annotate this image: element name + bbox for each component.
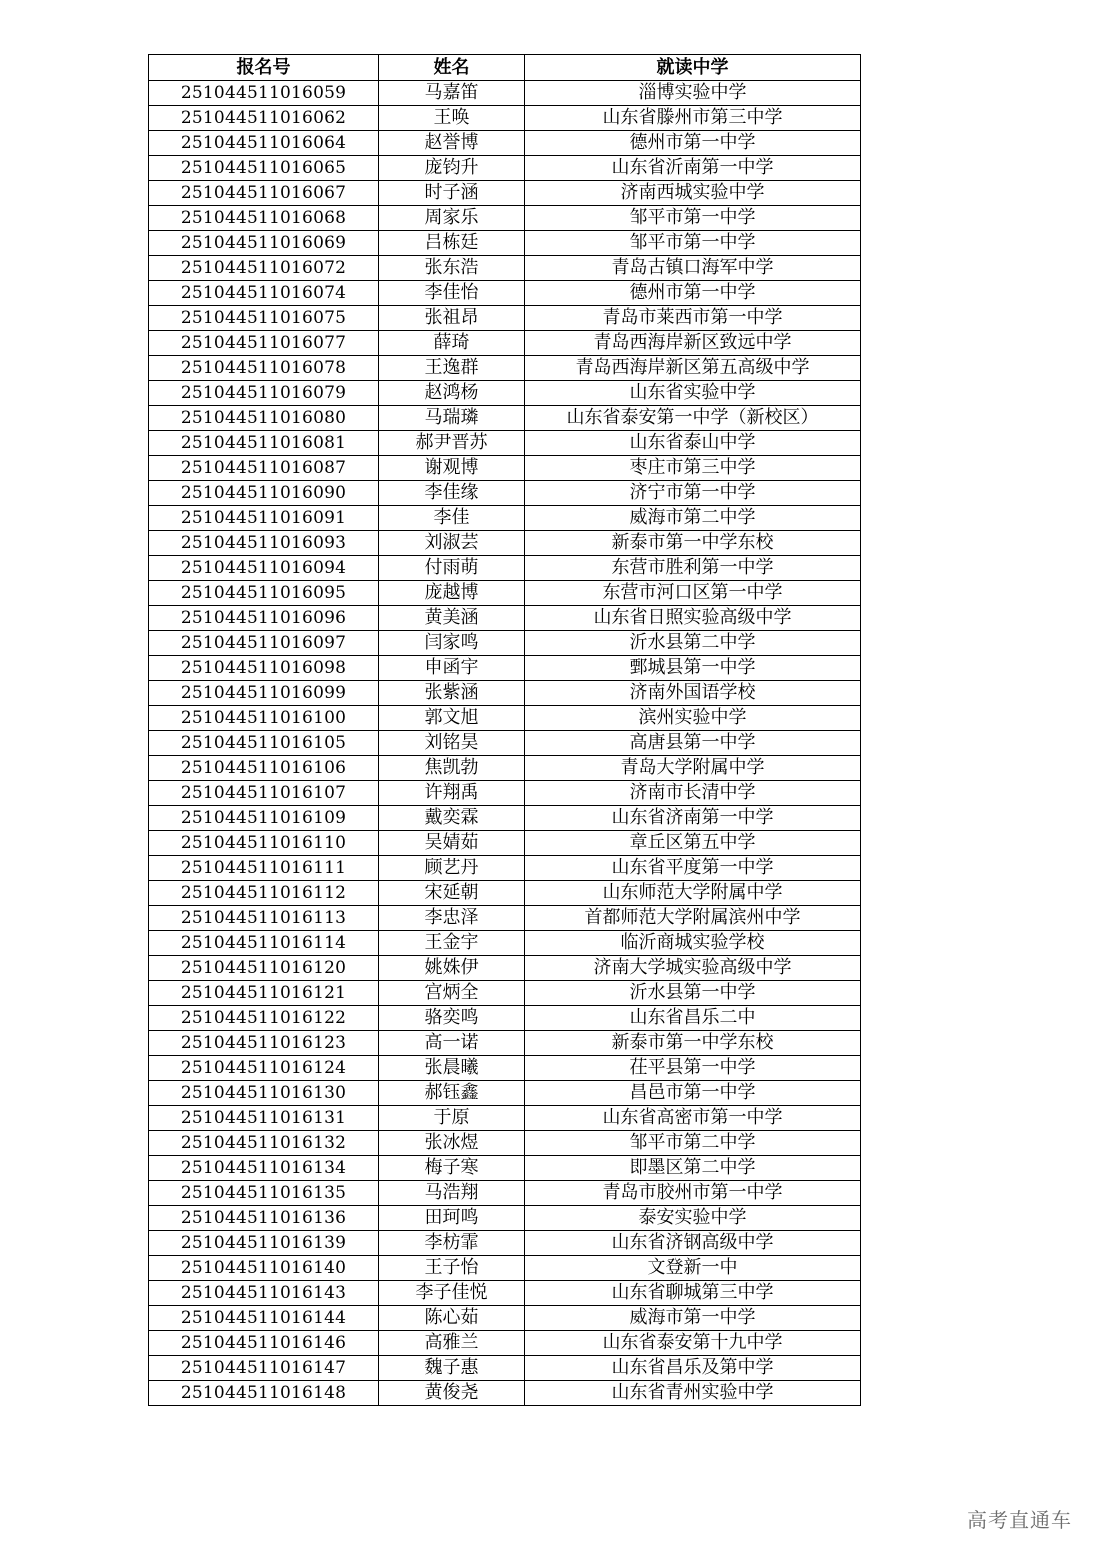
cell-registration-number: 251044511016065 — [149, 156, 379, 181]
table-row — [149, 781, 861, 806]
cell-registration-number: 251044511016106 — [149, 756, 379, 781]
cell-student-name: 于原 — [379, 1106, 525, 1131]
table-row — [149, 1106, 861, 1131]
table-row — [149, 206, 861, 231]
table-row — [149, 306, 861, 331]
cell-student-name: 薛琦 — [379, 331, 525, 356]
cell-registration-number: 251044511016098 — [149, 656, 379, 681]
cell-registration-number: 251044511016109 — [149, 806, 379, 831]
cell-student-name: 付雨萌 — [379, 556, 525, 581]
table-row — [149, 706, 861, 731]
cell-student-name: 骆奕鸣 — [379, 1006, 525, 1031]
table-row — [149, 431, 861, 456]
table-row — [149, 381, 861, 406]
cell-school: 青岛市胶州市第一中学 — [525, 1181, 861, 1206]
cell-registration-number: 251044511016146 — [149, 1331, 379, 1356]
cell-registration-number: 251044511016072 — [149, 256, 379, 281]
table-row — [149, 106, 861, 131]
cell-registration-number: 251044511016140 — [149, 1256, 379, 1281]
header-name: 姓名 — [379, 55, 525, 81]
cell-registration-number: 251044511016081 — [149, 431, 379, 456]
watermark-text: 高考直通车 — [967, 1508, 1072, 1532]
cell-student-name: 刘淑芸 — [379, 531, 525, 556]
table-row — [149, 1331, 861, 1356]
cell-registration-number: 251044511016120 — [149, 956, 379, 981]
header-registration-number: 报名号 — [149, 55, 379, 81]
table-row — [149, 856, 861, 881]
cell-school: 茌平县第一中学 — [525, 1056, 861, 1081]
cell-registration-number: 251044511016130 — [149, 1081, 379, 1106]
cell-school: 青岛市莱西市第一中学 — [525, 306, 861, 331]
cell-school: 泰安实验中学 — [525, 1206, 861, 1231]
cell-student-name: 焦凯勃 — [379, 756, 525, 781]
cell-registration-number: 251044511016059 — [149, 81, 379, 106]
table-header — [149, 55, 861, 81]
cell-student-name: 马嘉笛 — [379, 81, 525, 106]
cell-registration-number: 251044511016144 — [149, 1306, 379, 1331]
cell-registration-number: 251044511016078 — [149, 356, 379, 381]
table-row — [149, 331, 861, 356]
cell-student-name: 张紫涵 — [379, 681, 525, 706]
cell-school: 山东省沂南第一中学 — [525, 156, 861, 181]
cell-school: 东营市胜利第一中学 — [525, 556, 861, 581]
cell-registration-number: 251044511016077 — [149, 331, 379, 356]
cell-school: 济宁市第一中学 — [525, 481, 861, 506]
cell-school: 淄博实验中学 — [525, 81, 861, 106]
table-row — [149, 981, 861, 1006]
cell-registration-number: 251044511016062 — [149, 106, 379, 131]
cell-registration-number: 251044511016075 — [149, 306, 379, 331]
cell-school: 山东省泰山中学 — [525, 431, 861, 456]
cell-registration-number: 251044511016134 — [149, 1156, 379, 1181]
table-body — [149, 81, 861, 1406]
table-row — [149, 1306, 861, 1331]
cell-school: 青岛古镇口海军中学 — [525, 256, 861, 281]
table-row — [149, 1256, 861, 1281]
cell-student-name: 田珂鸣 — [379, 1206, 525, 1231]
cell-student-name: 庞钧升 — [379, 156, 525, 181]
cell-school: 威海市第一中学 — [525, 1306, 861, 1331]
cell-student-name: 申函宇 — [379, 656, 525, 681]
cell-registration-number: 251044511016132 — [149, 1131, 379, 1156]
cell-registration-number: 251044511016123 — [149, 1031, 379, 1056]
cell-registration-number: 251044511016111 — [149, 856, 379, 881]
table-row — [149, 631, 861, 656]
cell-student-name: 赵誉博 — [379, 131, 525, 156]
table-row — [149, 881, 861, 906]
cell-student-name: 宫炳全 — [379, 981, 525, 1006]
cell-student-name: 张冰煜 — [379, 1131, 525, 1156]
cell-student-name: 赵鸿杨 — [379, 381, 525, 406]
cell-student-name: 李忠泽 — [379, 906, 525, 931]
cell-registration-number: 251044511016096 — [149, 606, 379, 631]
cell-school: 沂水县第一中学 — [525, 981, 861, 1006]
cell-school: 山东省高密市第一中学 — [525, 1106, 861, 1131]
cell-registration-number: 251044511016105 — [149, 731, 379, 756]
table-row — [149, 356, 861, 381]
cell-student-name: 高一诺 — [379, 1031, 525, 1056]
cell-registration-number: 251044511016147 — [149, 1356, 379, 1381]
cell-registration-number: 251044511016069 — [149, 231, 379, 256]
cell-student-name: 戴奕霖 — [379, 806, 525, 831]
cell-school: 山东省实验中学 — [525, 381, 861, 406]
cell-school: 济南外国语学校 — [525, 681, 861, 706]
cell-student-name: 王子怡 — [379, 1256, 525, 1281]
cell-student-name: 谢观博 — [379, 456, 525, 481]
cell-school: 山东省昌乐及第中学 — [525, 1356, 861, 1381]
cell-student-name: 许翔禹 — [379, 781, 525, 806]
cell-school: 山东省聊城第三中学 — [525, 1281, 861, 1306]
table-row — [149, 81, 861, 106]
cell-registration-number: 251044511016099 — [149, 681, 379, 706]
cell-registration-number: 251044511016136 — [149, 1206, 379, 1231]
cell-registration-number: 251044511016122 — [149, 1006, 379, 1031]
table-row — [149, 256, 861, 281]
header-row — [149, 55, 861, 81]
table-row — [149, 1006, 861, 1031]
table-row — [149, 506, 861, 531]
cell-registration-number: 251044511016148 — [149, 1381, 379, 1406]
cell-student-name: 马浩翔 — [379, 1181, 525, 1206]
table-row — [149, 906, 861, 931]
cell-school: 德州市第一中学 — [525, 131, 861, 156]
cell-school: 山东省济南第一中学 — [525, 806, 861, 831]
cell-student-name: 刘铭昊 — [379, 731, 525, 756]
cell-registration-number: 251044511016093 — [149, 531, 379, 556]
cell-registration-number: 251044511016114 — [149, 931, 379, 956]
header-school: 就读中学 — [525, 55, 861, 81]
table-row — [149, 831, 861, 856]
cell-registration-number: 251044511016143 — [149, 1281, 379, 1306]
admission-list-table — [148, 54, 861, 1406]
cell-student-name: 吕栋廷 — [379, 231, 525, 256]
cell-school: 文登新一中 — [525, 1256, 861, 1281]
cell-student-name: 闫家鸣 — [379, 631, 525, 656]
cell-school: 济南大学城实验高级中学 — [525, 956, 861, 981]
cell-school: 章丘区第五中学 — [525, 831, 861, 856]
table-row — [149, 956, 861, 981]
cell-registration-number: 251044511016067 — [149, 181, 379, 206]
table-row — [149, 281, 861, 306]
cell-school: 青岛大学附属中学 — [525, 756, 861, 781]
cell-school: 山东省平度第一中学 — [525, 856, 861, 881]
cell-registration-number: 251044511016110 — [149, 831, 379, 856]
cell-student-name: 李枋霏 — [379, 1231, 525, 1256]
cell-registration-number: 251044511016112 — [149, 881, 379, 906]
table-row — [149, 181, 861, 206]
cell-school: 济南市长清中学 — [525, 781, 861, 806]
table-row — [149, 1281, 861, 1306]
table-row — [149, 931, 861, 956]
cell-school: 邹平市第二中学 — [525, 1131, 861, 1156]
table-row — [149, 1206, 861, 1231]
cell-registration-number: 251044511016100 — [149, 706, 379, 731]
cell-student-name: 张晨曦 — [379, 1056, 525, 1081]
cell-school: 济南西城实验中学 — [525, 181, 861, 206]
cell-school: 山东省滕州市第三中学 — [525, 106, 861, 131]
table-row — [149, 456, 861, 481]
table-row — [149, 606, 861, 631]
cell-school: 枣庄市第三中学 — [525, 456, 861, 481]
cell-school: 青岛西海岸新区第五高级中学 — [525, 356, 861, 381]
cell-registration-number: 251044511016139 — [149, 1231, 379, 1256]
cell-school: 山东省青州实验中学 — [525, 1381, 861, 1406]
cell-registration-number: 251044511016107 — [149, 781, 379, 806]
table-row — [149, 231, 861, 256]
cell-student-name: 梅子寒 — [379, 1156, 525, 1181]
cell-school: 首都师范大学附属滨州中学 — [525, 906, 861, 931]
cell-student-name: 黄俊尧 — [379, 1381, 525, 1406]
cell-student-name: 郝尹晋苏 — [379, 431, 525, 456]
cell-student-name: 郝钰鑫 — [379, 1081, 525, 1106]
cell-school: 邹平市第一中学 — [525, 206, 861, 231]
cell-student-name: 李佳缘 — [379, 481, 525, 506]
cell-registration-number: 251044511016090 — [149, 481, 379, 506]
cell-student-name: 时子涵 — [379, 181, 525, 206]
cell-school: 即墨区第二中学 — [525, 1156, 861, 1181]
cell-school: 沂水县第二中学 — [525, 631, 861, 656]
table-row — [149, 1031, 861, 1056]
cell-registration-number: 251044511016074 — [149, 281, 379, 306]
cell-school: 山东省日照实验高级中学 — [525, 606, 861, 631]
cell-student-name: 王唤 — [379, 106, 525, 131]
cell-school: 新泰市第一中学东校 — [525, 1031, 861, 1056]
table-row — [149, 681, 861, 706]
cell-school: 德州市第一中学 — [525, 281, 861, 306]
cell-school: 邹平市第一中学 — [525, 231, 861, 256]
cell-registration-number: 251044511016113 — [149, 906, 379, 931]
table-row — [149, 581, 861, 606]
table-row — [149, 1231, 861, 1256]
table-row — [149, 531, 861, 556]
cell-student-name: 宋延朝 — [379, 881, 525, 906]
cell-student-name: 马瑞璘 — [379, 406, 525, 431]
cell-school: 滨州实验中学 — [525, 706, 861, 731]
cell-student-name: 黄美涵 — [379, 606, 525, 631]
cell-student-name: 李子佳悦 — [379, 1281, 525, 1306]
table-row — [149, 1181, 861, 1206]
table-row — [149, 806, 861, 831]
table-row — [149, 1356, 861, 1381]
table-row — [149, 406, 861, 431]
table-row — [149, 131, 861, 156]
cell-registration-number: 251044511016079 — [149, 381, 379, 406]
table-row — [149, 481, 861, 506]
table-row — [149, 156, 861, 181]
table-row — [149, 1056, 861, 1081]
cell-student-name: 陈心茹 — [379, 1306, 525, 1331]
cell-school: 高唐县第一中学 — [525, 731, 861, 756]
cell-registration-number: 251044511016121 — [149, 981, 379, 1006]
cell-school: 山东省泰安第十九中学 — [525, 1331, 861, 1356]
cell-registration-number: 251044511016080 — [149, 406, 379, 431]
cell-student-name: 李佳 — [379, 506, 525, 531]
cell-registration-number: 251044511016068 — [149, 206, 379, 231]
cell-registration-number: 251044511016135 — [149, 1181, 379, 1206]
table-row — [149, 731, 861, 756]
cell-student-name: 庞越博 — [379, 581, 525, 606]
cell-school: 新泰市第一中学东校 — [525, 531, 861, 556]
cell-school: 山东师范大学附属中学 — [525, 881, 861, 906]
table-row — [149, 1156, 861, 1181]
cell-registration-number: 251044511016095 — [149, 581, 379, 606]
cell-student-name: 魏子惠 — [379, 1356, 525, 1381]
cell-student-name: 李佳怡 — [379, 281, 525, 306]
cell-registration-number: 251044511016097 — [149, 631, 379, 656]
table-row — [149, 756, 861, 781]
cell-school: 山东省昌乐二中 — [525, 1006, 861, 1031]
cell-school: 青岛西海岸新区致远中学 — [525, 331, 861, 356]
cell-student-name: 张东浩 — [379, 256, 525, 281]
cell-school: 威海市第二中学 — [525, 506, 861, 531]
cell-school: 东营市河口区第一中学 — [525, 581, 861, 606]
cell-registration-number: 251044511016124 — [149, 1056, 379, 1081]
cell-student-name: 郭文旭 — [379, 706, 525, 731]
cell-school: 鄄城县第一中学 — [525, 656, 861, 681]
cell-student-name: 高雅兰 — [379, 1331, 525, 1356]
table-row — [149, 656, 861, 681]
table-row — [149, 1131, 861, 1156]
cell-school: 山东省济钢高级中学 — [525, 1231, 861, 1256]
cell-registration-number: 251044511016087 — [149, 456, 379, 481]
cell-student-name: 王金宇 — [379, 931, 525, 956]
cell-school: 昌邑市第一中学 — [525, 1081, 861, 1106]
cell-registration-number: 251044511016131 — [149, 1106, 379, 1131]
cell-registration-number: 251044511016091 — [149, 506, 379, 531]
table-row — [149, 556, 861, 581]
cell-student-name: 张祖昂 — [379, 306, 525, 331]
cell-school: 山东省泰安第一中学（新校区） — [525, 406, 861, 431]
cell-student-name: 吴婧茹 — [379, 831, 525, 856]
cell-school: 临沂商城实验学校 — [525, 931, 861, 956]
cell-student-name: 姚姝伊 — [379, 956, 525, 981]
cell-student-name: 王逸群 — [379, 356, 525, 381]
cell-student-name: 周家乐 — [379, 206, 525, 231]
cell-registration-number: 251044511016064 — [149, 131, 379, 156]
cell-student-name: 顾艺丹 — [379, 856, 525, 881]
table-row — [149, 1081, 861, 1106]
table-row — [149, 1381, 861, 1406]
cell-registration-number: 251044511016094 — [149, 556, 379, 581]
